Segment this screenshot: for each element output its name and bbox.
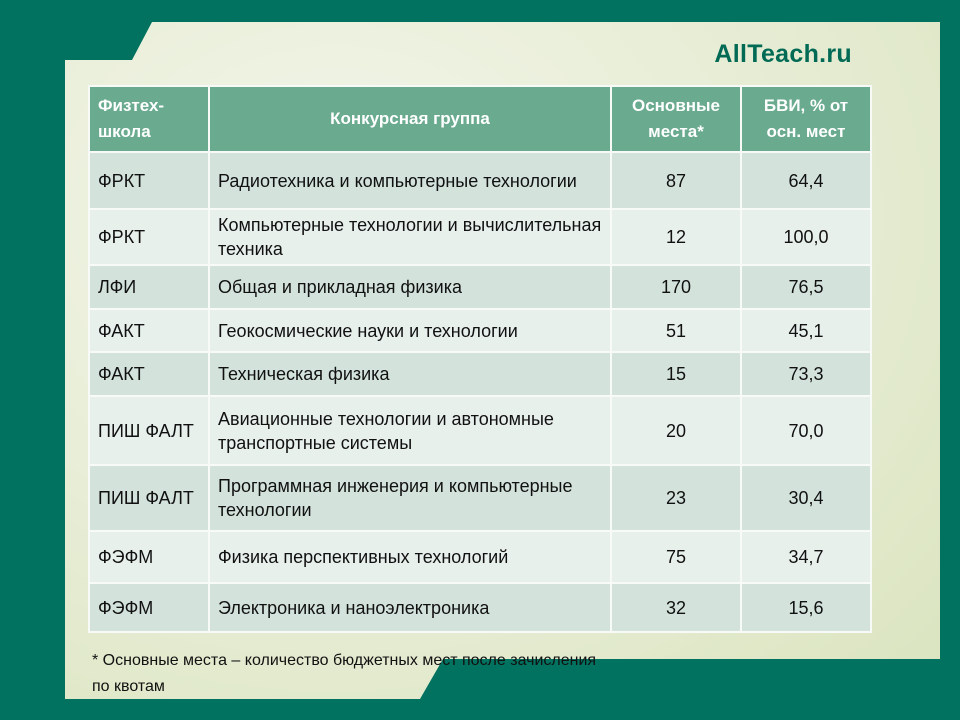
table-row <box>89 583 871 632</box>
cell-places: 23 <box>611 465 741 531</box>
cell-places: 32 <box>611 583 741 632</box>
cell-places: 20 <box>611 396 741 465</box>
cell-group: Электроника и наноэлектроника <box>209 583 611 632</box>
table-row <box>89 265 871 309</box>
cell-school: ФАКТ <box>89 309 209 352</box>
cell-bvi: 76,5 <box>741 265 871 309</box>
cell-bvi: 15,6 <box>741 583 871 632</box>
header-places: Основные места* <box>611 86 741 152</box>
header-school: Физтех-школа <box>89 86 209 152</box>
table-row <box>89 352 871 396</box>
cell-group: Техническая физика <box>209 352 611 396</box>
table-row <box>89 209 871 265</box>
cell-group: Геокосмические науки и технологии <box>209 309 611 352</box>
cell-school: ПИШ ФАЛТ <box>89 396 209 465</box>
cell-bvi: 34,7 <box>741 531 871 583</box>
table-row <box>89 465 871 531</box>
cell-school: ФРКТ <box>89 209 209 265</box>
table-row <box>89 396 871 465</box>
cell-group: Общая и прикладная физика <box>209 265 611 309</box>
cell-group: Авиационные технологии и автономные транспортные системы <box>209 396 611 465</box>
cell-group: Радиотехника и компьютерные технологии <box>209 152 611 209</box>
cell-places: 15 <box>611 352 741 396</box>
cell-group: Компьютерные технологии и вычислительная техника <box>209 209 611 265</box>
cell-school: ФРКТ <box>89 152 209 209</box>
table-row <box>89 309 871 352</box>
cell-bvi: 45,1 <box>741 309 871 352</box>
admissions-table <box>88 85 872 633</box>
cell-bvi: 30,4 <box>741 465 871 531</box>
cell-school: ЛФИ <box>89 265 209 309</box>
table-row <box>89 531 871 583</box>
cell-bvi: 73,3 <box>741 352 871 396</box>
cell-places: 51 <box>611 309 741 352</box>
cell-bvi: 70,0 <box>741 396 871 465</box>
cell-bvi: 100,0 <box>741 209 871 265</box>
cell-places: 75 <box>611 531 741 583</box>
cell-school: ФЭФМ <box>89 531 209 583</box>
header-group: Конкурсная группа <box>209 86 611 152</box>
cell-bvi: 64,4 <box>741 152 871 209</box>
table-header <box>89 86 871 152</box>
cell-school: ФАКТ <box>89 352 209 396</box>
footnote: * Основные места – количество бюджетных мест после зачисления по квотам <box>92 652 597 695</box>
cell-group: Программная инженерия и компьютерные технологии <box>209 465 611 531</box>
cell-group: Физика перспективных технологий <box>209 531 611 583</box>
cell-places: 87 <box>611 152 741 209</box>
table-row <box>89 152 871 209</box>
cell-school: ПИШ ФАЛТ <box>89 465 209 531</box>
brand-logo: AllTeach.ru <box>714 40 852 68</box>
header-bvi: БВИ, % от осн. мест <box>741 86 871 152</box>
cell-places: 12 <box>611 209 741 265</box>
cell-places: 170 <box>611 265 741 309</box>
cell-school: ФЭФМ <box>89 583 209 632</box>
